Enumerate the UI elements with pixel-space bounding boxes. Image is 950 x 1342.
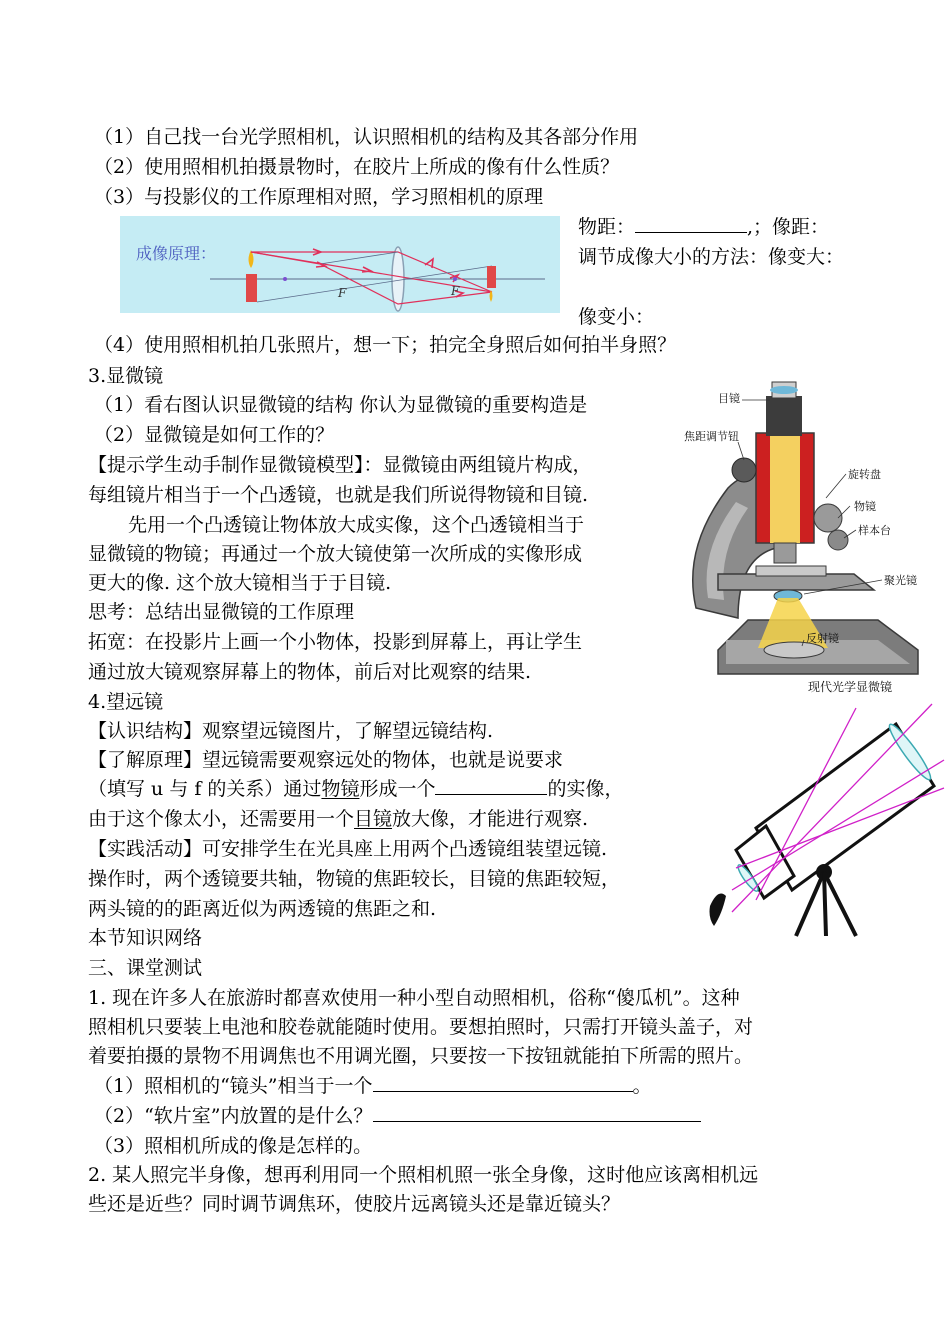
test-q1-line-1: 1. 现在许多人在旅游时都喜欢使用一种小型自动照相机，俗称“傻瓜机”。这种 <box>88 987 740 1009</box>
telescope-eyepiece-word: 目镜 <box>354 808 393 830</box>
adjust-method-line: 调节成像大小的方法：像变大： <box>578 246 845 268</box>
microscope-think: 思考：总结出显微镜的工作原理 <box>88 601 355 623</box>
eye-icon <box>710 894 727 926</box>
test-q1-sub-2 <box>94 1103 701 1129</box>
focus-label-left: F <box>338 286 347 300</box>
telescope-fill-b: 形成一个 <box>359 778 436 800</box>
test-heading: 三、课堂测试 <box>88 957 203 979</box>
microscope-hint-1: 【提示学生动手制作显微镜模型】：显微镜由两组镜片构成， <box>88 454 592 476</box>
test-q1-sub-1-text: （1）照相机的“镜头”相当于一个 <box>94 1075 373 1097</box>
test-q2-line-2: 些还是近些？同时调节调焦环，使胶片远离镜头还是靠近镜头？ <box>88 1193 621 1215</box>
telescope-line-3 <box>88 806 588 832</box>
image-smaller-line: 像变小： <box>578 306 655 328</box>
camera-item-3: （3）与投影仪的工作原理相对照，学习照相机的原理 <box>94 186 544 208</box>
telescope-figure <box>696 700 946 940</box>
label-turret: 旋转盘 <box>848 468 881 481</box>
label-eyepiece: 目镜 <box>718 392 740 405</box>
test-q1-line-2: 照相机只要装上电池和胶卷就能随时使用。要想拍照时，只需打开镜头盖子，对 <box>88 1016 754 1038</box>
test-q1-sub-1-end: 。 <box>632 1075 652 1097</box>
object-distance-label: 物距： <box>578 216 636 238</box>
telescope-practice-3: 两头镜的的距离近似为两透镜的焦距之和. <box>88 898 437 920</box>
telescope-fill-line <box>88 776 623 802</box>
camera-item-2: （2）使用照相机拍摄景物时，在胶片上所成的像有什么性质？ <box>94 156 620 178</box>
telescope-line-3-b: 放大像，才能进行观察. <box>392 808 589 830</box>
label-focus-knob: 焦距调节钮 <box>684 430 739 443</box>
test-q1-sub-3: （3）照相机所成的像是怎样的。 <box>94 1135 373 1157</box>
candle <box>246 274 257 302</box>
telescope-objective-word: 物镜 <box>321 778 360 800</box>
camera-item-4: （4）使用照相机拍几张照片，想一下；拍完全身照后如何拍半身照？ <box>94 334 677 356</box>
test-q2-line-1: 2. 某人照完半身像，想再利用同一个照相机照一张全身像，这时他应该离相机远 <box>88 1164 759 1186</box>
label-stage: 样本台 <box>858 524 891 537</box>
microscope-q1: （1）看右图认识显微镜的结构 你认为显微镜的重要构造是 <box>94 394 588 416</box>
image-distance-label: ,；像距： <box>747 216 830 238</box>
knowledge-network-heading: 本节知识网络 <box>88 927 203 949</box>
microscope-figure <box>678 378 946 700</box>
microscope-caption: 现代光学显微镜 <box>808 680 893 694</box>
telescope-practice-1: 【实践活动】可安排学生在光具座上用两个凸透镜组装望远镜. <box>88 838 608 860</box>
telescope-structure: 【认识结构】观察望远镜图片，了解望远镜结构. <box>88 720 494 742</box>
object-distance-blank[interactable] <box>635 214 747 233</box>
telescope-heading: 4.望远镜 <box>88 691 164 713</box>
microscope-heading: 3.显微镜 <box>88 365 164 387</box>
test-q1-sub-2-blank[interactable] <box>373 1103 701 1122</box>
test-q1-sub-2-text: （2）“软片室”内放置的是什么？ <box>94 1105 373 1127</box>
microscope-para-1: 先用一个凸透镜让物体放大成实像，这个凸透镜相当于 <box>128 514 585 536</box>
telescope-principle: 【了解原理】望远镜需要观察远处的物体，也就是说要求 <box>88 749 564 771</box>
microscope-q2: （2）显微镜是如何工作的？ <box>94 424 335 446</box>
telescope-practice-2: 操作时，两个透镜要共轴，物镜的焦距较长，目镜的焦距较短， <box>88 868 621 890</box>
label-mirror: 反射镜 <box>806 632 839 645</box>
label-condenser: 聚光镜 <box>884 574 917 587</box>
imaging-principle-figure <box>120 216 560 313</box>
microscope-para-2: 显微镜的物镜；再通过一个放大镜使第一次所成的实像形成 <box>88 543 583 565</box>
microscope-extend-2: 通过放大镜观察屏幕上的物体，前后对比观察的结果. <box>88 661 532 683</box>
test-q1-sub-1 <box>94 1073 652 1099</box>
telescope-fill-a: （填写 u 与 f 的关系）通过 <box>88 778 322 800</box>
figure-label: 成像原理： <box>136 244 217 263</box>
focus-label-right: F <box>451 284 460 298</box>
test-q1-sub-1-blank[interactable] <box>373 1073 633 1092</box>
microscope-extend-1: 拓宽：在投影片上画一个小物体，投影到屏幕上，再让学生 <box>88 631 583 653</box>
label-objective: 物镜 <box>854 500 876 513</box>
object-distance-line <box>578 214 829 240</box>
camera-item-1: （1）自己找一台光学照相机，认识照相机的结构及其各部分作用 <box>94 126 639 148</box>
telescope-image-blank[interactable] <box>435 776 547 795</box>
telescope-line-3-a: 由于这个像太小，还需要用一个 <box>88 808 355 830</box>
inverted-image <box>487 266 496 288</box>
telescope-fill-c: 的实像， <box>547 778 624 800</box>
microscope-para-3: 更大的像. 这个放大镜相当于于目镜. <box>88 572 392 594</box>
microscope-hint-2: 每组镜片相当于一个凸透镜，也就是我们所说得物镜和目镜. <box>88 484 589 506</box>
test-q1-line-3: 着要拍摄的景物不用调焦也不用调光圈，只要按一下按钮就能拍下所需的照片。 <box>88 1045 754 1067</box>
